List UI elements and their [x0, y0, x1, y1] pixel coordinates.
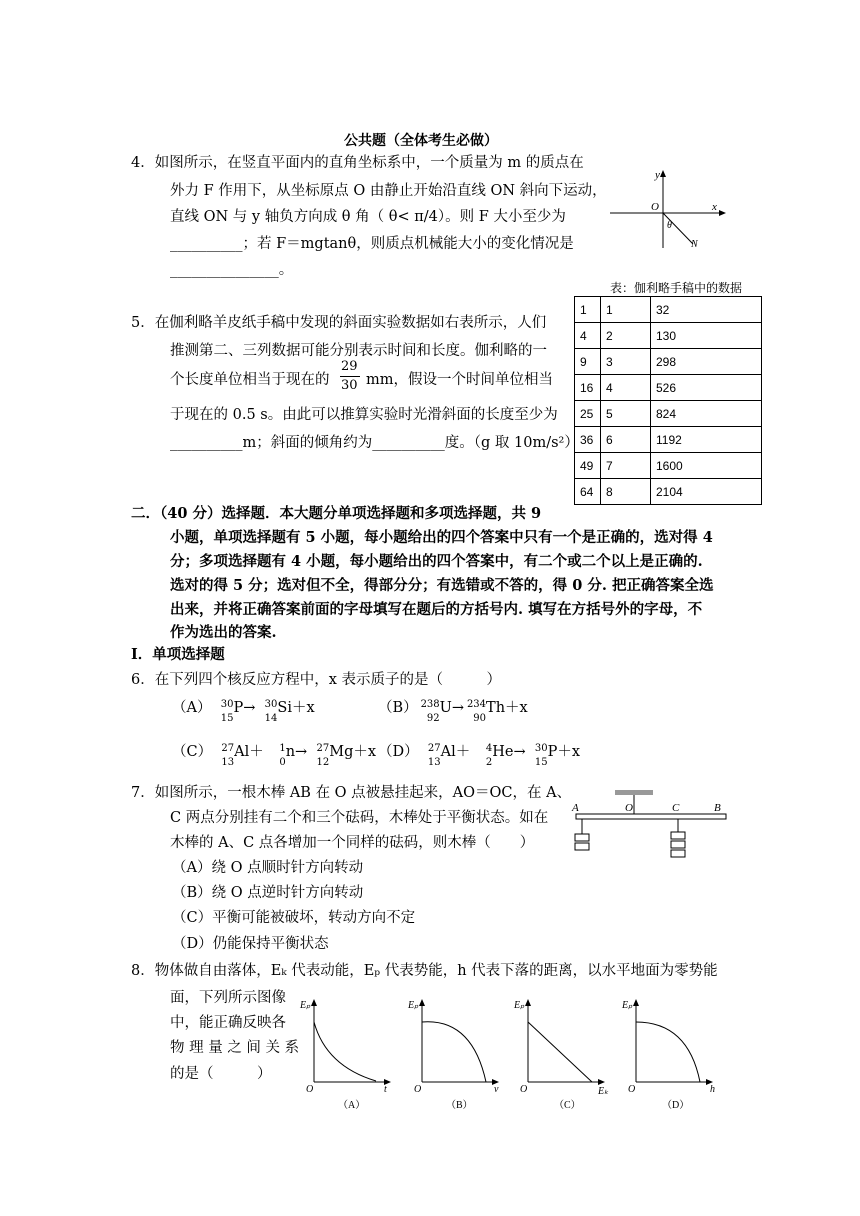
table-row [575, 479, 762, 505]
graph-d-ylabel: Eₚ [622, 1000, 633, 1011]
table-caption: 表：伽利略手稿中的数据 [610, 281, 743, 295]
q8-line-5: 的是（ ） [170, 1066, 272, 1082]
galileo-data-table [574, 296, 762, 505]
graph-d-caption: （D） [662, 1100, 690, 1111]
q8-line-1: 8．物体做自由落体，Eₖ 代表动能，Eₚ 代表势能，h 代表下落的距离，以水平地面为零势能 [131, 963, 718, 979]
table-row [575, 323, 762, 349]
q6-stem: 6．在下列四个核反应方程中，x 表示质子的是（ ） [131, 672, 502, 688]
q8-graphs [296, 996, 736, 1114]
q4-line-4: __________；若 F＝mgtanθ，则质点机械能大小的变化情况是 [170, 236, 574, 252]
table-cell: 1 [601, 297, 651, 323]
single-choice-heading: I．单项选择题 [131, 646, 225, 663]
q6-option-d: （D） 27 13 Al＋ 4 2 He→ 30 15 P＋x [378, 743, 581, 768]
q6-option-a: （A） 30 15 P→ 30 14 Si＋x [172, 699, 315, 724]
table-cell: 8 [601, 479, 651, 505]
n-label: N [691, 239, 698, 250]
wooden-rod [576, 814, 726, 819]
table-row [575, 401, 762, 427]
table-cell: 7 [601, 453, 651, 479]
table-row [575, 427, 762, 453]
q8-line-3: 中，能正确反映各 [170, 1015, 286, 1031]
q4-line-2: 外力 F 作用下，从坐标原点 O 由静止开始沿直线 ON 斜向下运动， [170, 183, 607, 199]
graph-d [621, 999, 715, 1111]
part2-line-3: 分；多项选择题有 4 小题，每小题给出的四个答案中，有二个或二个以上是正确的. [170, 553, 703, 570]
section-title: 公共题（全体考生必做） [344, 133, 498, 149]
q7-line-1: 7．如图所示，一根木棒 AB 在 O 点被悬挂起来，AO＝OC，在 A、 [131, 785, 572, 801]
q5-line-2: 推测第二、三列数据可能分别表示时间和长度。伽利略的一 [170, 343, 547, 359]
table-cell: 2104 [651, 479, 762, 505]
graph-b-xlabel: v [494, 1084, 499, 1095]
part2-line-1: 二．（40 分）选择题．本大题分单项选择题和多项选择题，共 9 [131, 505, 542, 522]
graph-a [299, 999, 391, 1111]
q8-line-4: 物 理 量 之 间 关 系 [170, 1040, 300, 1056]
q7-option-b: （B）绕 O 点逆时针方向转动 [172, 885, 364, 901]
part2-line-6: 作为选出的答案. [170, 624, 277, 641]
table-cell: 9 [575, 349, 601, 375]
table-cell: 130 [651, 323, 762, 349]
graph-a-origin: O [306, 1084, 314, 1095]
part2-line-2: 小题，单项选择题有 5 小题，每小题给出的四个答案中只有一个是正确的，选对得 4 [170, 529, 713, 546]
q7-option-a: （A）绕 O 点顺时针方向转动 [172, 860, 364, 876]
q7-lever-figure [570, 786, 730, 880]
graph-c-origin: O [520, 1084, 528, 1095]
graph-a-xlabel: t [384, 1084, 387, 1095]
q4-coordinate-figure [608, 168, 728, 254]
table-cell: 2 [601, 323, 651, 349]
q7-line-2: C 两点分别挂有二个和三个砝码，木棒处于平衡状态。如在 [170, 810, 549, 826]
q4-line-3: 直线 ON 与 y 轴负方向成 θ 角（ θ< π/4）。则 F 大小至少为 [170, 209, 566, 225]
q5-line-3a: 个长度单位相当于现在的 [170, 372, 330, 388]
table-row [575, 297, 762, 323]
ceiling-mount [615, 790, 653, 795]
point-a-label: A [572, 802, 579, 814]
theta-label: θ [667, 220, 672, 231]
graph-d-origin: O [628, 1084, 636, 1095]
graph-a-ylabel: Eₚ [300, 1000, 311, 1011]
graph-c-caption: （C） [554, 1100, 581, 1111]
table-cell: 25 [575, 401, 601, 427]
q6-option-b: （B） 238 92 U→ 234 90 Th＋x [378, 699, 528, 724]
part2-line-4: 选对的得 5 分；选对但不全，得部分分；有选错或不答的，得 0 分. 把正确答案全选 [170, 577, 714, 594]
table-cell: 526 [651, 375, 762, 401]
graph-b [407, 999, 499, 1111]
graph-d-xlabel: h [710, 1084, 715, 1095]
graph-c-ylabel: Eₚ [514, 1000, 525, 1011]
table-cell: 64 [575, 479, 601, 505]
q4-line-1: 4．如图所示，在竖直平面内的直角坐标系中，一个质量为 m 的质点在 [131, 155, 584, 171]
x-axis-label: x [712, 201, 717, 213]
graph-a-caption: （A） [338, 1100, 366, 1111]
table-cell: 1 [575, 297, 601, 323]
graph-b-origin: O [414, 1084, 422, 1095]
table-row [575, 349, 762, 375]
q8-line-2: 面，下列所示图像 [170, 990, 286, 1006]
q4-line-5: _______________。 [170, 262, 294, 278]
q5-line-3b: mm，假设一个时间单位相当 [366, 372, 553, 388]
table-cell: 4 [601, 375, 651, 401]
graph-c-xlabel: Eₖ [598, 1086, 609, 1097]
q5-line-5: __________m；斜面的倾角约为__________度。（g 取 10m/s²） [170, 435, 579, 451]
table-cell: 5 [601, 401, 651, 427]
origin-label: O [651, 201, 659, 213]
table-cell: 4 [575, 323, 601, 349]
table-cell: 298 [651, 349, 762, 375]
q5-line-4: 于现在的 0.5 s。由此可以推算实验时光滑斜面的长度至少为 [170, 407, 558, 423]
table-row [575, 453, 762, 479]
frac-bar [340, 376, 360, 377]
q7-option-d: （D）仍能保持平衡状态 [172, 936, 329, 952]
graph-b-caption: （B） [446, 1100, 473, 1111]
q6-option-c: （C） 27 13 Al＋ 1 0 n→ 27 12 Mg＋x [172, 743, 377, 768]
point-b-label: B [714, 802, 721, 814]
q7-option-c: （C）平衡可能被破坏，转动方向不定 [172, 910, 416, 926]
table-cell: 16 [575, 375, 601, 401]
graph-c [513, 999, 609, 1111]
point-c-label: C [672, 802, 680, 814]
y-axis-label: y [655, 169, 660, 181]
table-row [575, 375, 762, 401]
table-cell: 1600 [651, 453, 762, 479]
q5-line-1: 5．在伽利略羊皮纸手稿中发现的斜面实验数据如右表所示，人们 [131, 315, 547, 331]
point-o-label: O [625, 802, 633, 814]
table-cell: 49 [575, 453, 601, 479]
frac-denominator: 30 [341, 378, 358, 393]
table-cell: 1192 [651, 427, 762, 453]
table-cell: 3 [601, 349, 651, 375]
part2-line-5: 出来，并将正确答案前面的字母填写在题后的方括号内. 填写在方括号外的字母，不 [170, 601, 703, 618]
table-cell: 6 [601, 427, 651, 453]
graph-b-ylabel: Eₚ [408, 1000, 419, 1011]
table-cell: 824 [651, 401, 762, 427]
table-cell: 36 [575, 427, 601, 453]
q7-line-3: 木棒的 A、C 点各增加一个同样的砝码，则木棒（ ） [170, 835, 535, 851]
table-cell: 32 [651, 297, 762, 323]
frac-numerator: 29 [341, 359, 358, 374]
